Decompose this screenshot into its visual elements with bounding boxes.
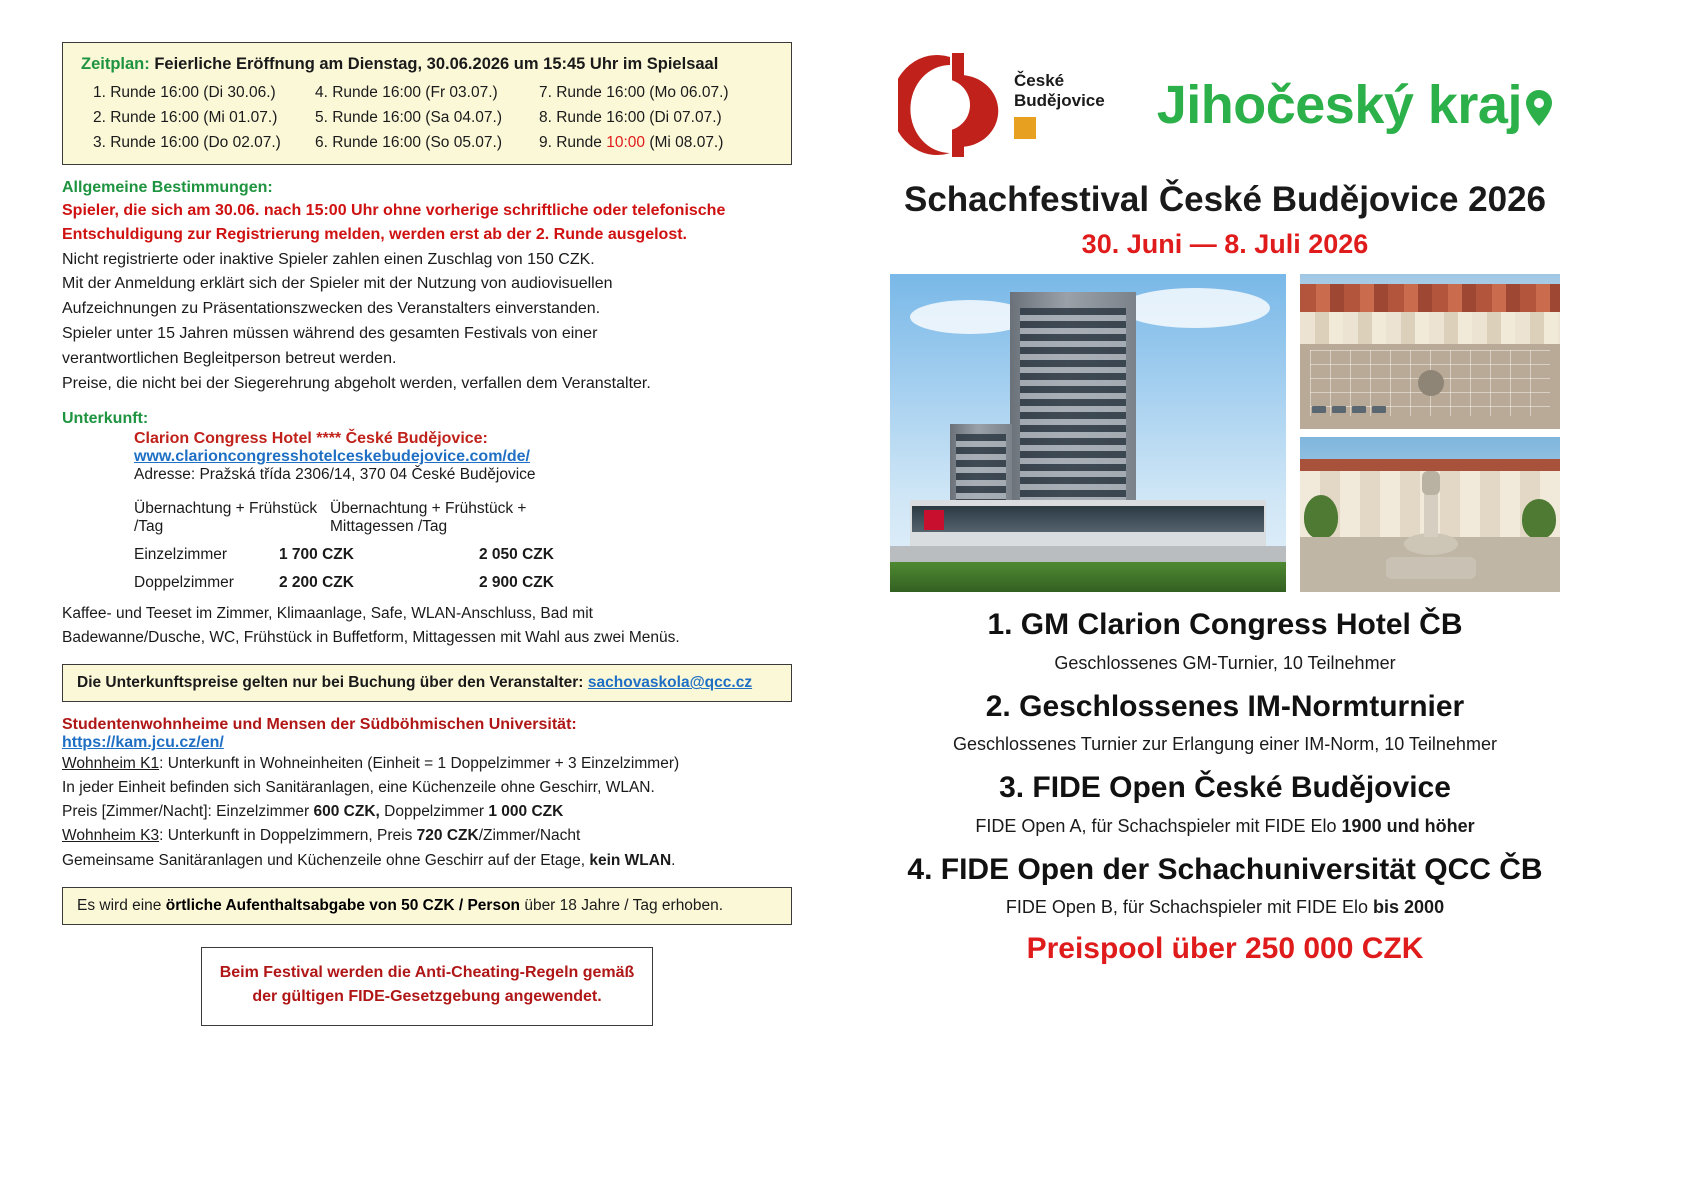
general-line: verantwortlichen Begleitperson betreut werden. — [62, 349, 397, 367]
accommodation-heading: Unterkunft: — [62, 410, 149, 428]
tax-pre: Es wird eine — [77, 896, 166, 914]
anticheating-box — [201, 947, 653, 1027]
k1-price-mid: Doppelzimmer — [379, 803, 489, 821]
tournament-elo-range: 1900 und höher — [1341, 815, 1475, 836]
price-row — [134, 546, 792, 564]
room-price-2: 2 050 CZK — [479, 546, 554, 564]
festival-title: Schachfestival České Budějovice 2026 — [903, 180, 1546, 219]
dorm-k3-line2 — [62, 849, 792, 873]
round-cell — [539, 84, 729, 102]
right-column — [820, 40, 1630, 966]
booking-note-text: Die Unterkunftspreise gelten nur bei Buchung über den Veranstalter: — [77, 674, 584, 692]
general-line: Preise, die nicht bei der Siegerehrung abgeholt werden, verfallen dem Veranstalter. — [62, 374, 651, 392]
dorm-k1-price-line — [62, 800, 792, 824]
jihocesky-kraj-text: Jihočeský kraj — [1156, 75, 1522, 135]
general-line: Aufzeichnungen zu Präsentationszwecken des Veranstalters einverstanden. — [62, 300, 601, 318]
k3-line2-pre: Gemeinsame Sanitäranlagen und Küchenzeile ohne Geschirr auf der Etage, — [62, 851, 590, 869]
k3-price: 720 CZK — [416, 827, 479, 845]
round-cell: 2. Runde 16:00 (Mi 01.07.) — [93, 109, 278, 126]
dorm-k1-line — [62, 752, 792, 776]
room-type: Doppelzimmer — [134, 574, 234, 592]
k3-no-wlan: kein WLAN — [589, 851, 672, 869]
schedule-label: Zeitplan: — [81, 55, 150, 73]
schedule-row — [81, 134, 777, 152]
map-pin-icon — [1526, 90, 1552, 126]
room-price-1: 1 700 CZK — [279, 546, 354, 564]
general-warning-line1: Spieler, die sich am 30.06. nach 15:00 Uhr ohne vorherige schriftliche oder telefonische — [62, 202, 726, 219]
tournament-sub-pre: FIDE Open A, für Schachspieler mit FIDE Elo — [975, 815, 1342, 836]
price-col1-header: Übernachtung + Frühstück /Tag — [134, 500, 318, 536]
town-square-photo — [1300, 274, 1560, 429]
price-col2-header: Übernachtung + Frühstück + Mittagessen /Tag — [330, 500, 527, 536]
cb-logo-line2: Budějovice — [1014, 91, 1105, 110]
festival-dates: 30. Juni — 8. Juli 2026 — [1081, 229, 1369, 259]
tournament-subtitle — [820, 897, 1630, 918]
dorm-k3-label: Wohnheim K3 — [62, 827, 160, 845]
tax-post: über 18 Jahre / Tag erhoben. — [520, 896, 724, 914]
round-cell: 5. Runde 16:00 (Sa 04.07.) — [315, 109, 502, 126]
dorm-k3-line — [62, 824, 792, 848]
general-line: Spieler unter 15 Jahren müssen während des gesamten Festivals von einer — [62, 325, 598, 343]
general-heading: Allgemeine Bestimmungen: — [62, 179, 273, 196]
cb-logo-text — [1014, 71, 1105, 139]
k3-post: /Zimmer/Nacht — [478, 827, 581, 845]
round-date: (Mi 08.07.) — [645, 134, 724, 151]
tournament-title: 4. FIDE Open der Schachuniversität QCC ČB — [907, 852, 1543, 886]
schedule-opening: Feierliche Eröffnung am Dienstag, 30.06.2026 um 15:45 Uhr im Spielsaal — [154, 55, 719, 73]
dorm-k1-line2: In jeder Einheit befinden sich Sanitäranlagen, eine Küchenzeile ohne Geschirr, WLAN. — [62, 779, 655, 797]
hotel-address: Adresse: Pražská třída 2306/14, 370 04 České Budějovice — [134, 466, 536, 484]
general-warning-line2: Entschuldigung zur Registrierung melden, werden erst ab der 2. Runde ausgelost. — [62, 226, 687, 244]
tax-amount: örtliche Aufenthaltsabgabe von 50 CZK / Person — [165, 896, 521, 914]
tournament-title: 1. GM Clarion Congress Hotel ČB — [987, 608, 1463, 641]
tournament-sub-pre: Geschlossenes Turnier zur Erlangung einer IM-Norm, 10 Teilnehmer — [953, 734, 1497, 754]
hotel-amenities-line: Kaffee- und Teeset im Zimmer, Klimaanlage, Safe, WLAN-Anschluss, Bad mit — [62, 605, 593, 623]
tournament-title: 2. Geschlossenes IM-Normturnier — [985, 689, 1465, 723]
room-price-2: 2 900 CZK — [479, 574, 554, 592]
general-line: Mit der Anmeldung erklärt sich der Spieler mit der Nutzung von audiovisuellen — [62, 275, 613, 293]
left-column — [62, 42, 792, 1026]
round-cell: 1. Runde 16:00 (Di 30.06.) — [93, 84, 276, 101]
room-type: Einzelzimmer — [134, 546, 228, 564]
hotel-amenities-line: Badewanne/Dusche, WC, Frühstück in Buffetform, Mittagessen mit Wahl aus zwei Menüs. — [62, 629, 680, 647]
dorms-website-link[interactable]: https://kam.jcu.cz/en/ — [62, 734, 224, 752]
round-cell: 6. Runde 16:00 (So 05.07.) — [315, 134, 502, 151]
tournament-subtitle — [820, 653, 1630, 674]
round-cell: 3. Runde 16:00 (Do 02.07.) — [93, 134, 281, 151]
schedule-box — [62, 42, 792, 165]
round-time-highlight: 10:00 — [606, 134, 646, 151]
schedule-title — [81, 55, 777, 74]
tournament-sub-pre: Geschlossenes GM-Turnier, 10 Teilnehmer — [1054, 652, 1396, 673]
k1-double-price: 1 000 CZK — [488, 803, 564, 821]
k3-line2-post: . — [671, 851, 676, 869]
k1-price-pre: Preis [Zimmer/Nacht]: Einzelzimmer — [62, 803, 314, 821]
schedule-row — [81, 84, 777, 102]
hotel-photo — [890, 274, 1286, 592]
price-table-header — [134, 500, 792, 536]
price-row — [134, 574, 792, 592]
city-tax-box — [62, 887, 792, 925]
hotel-block — [62, 430, 792, 592]
organizer-email-link[interactable]: sachovaskola@qcc.cz — [587, 674, 753, 692]
booking-note-box — [62, 664, 792, 702]
round-cell — [539, 134, 723, 152]
tournament-sub-pre: FIDE Open B, für Schachspieler mit FIDE Elo — [1005, 897, 1374, 917]
k1-single-price: 600 CZK, — [313, 803, 380, 821]
logo-row — [820, 40, 1630, 170]
prize-pool: Preispool über 250 000 CZK — [1026, 932, 1424, 965]
general-line: Nicht registrierte oder inaktive Spieler zahlen einen Zuschlag von 150 CZK. — [62, 250, 595, 268]
fountain-photo — [1300, 437, 1560, 592]
jihocesky-kraj-logo — [1157, 74, 1552, 136]
tournament-title: 3. FIDE Open České Budějovice — [999, 771, 1451, 804]
anticheating-line2: der gültigen FIDE-Gesetzgebung angewendet. — [252, 988, 602, 1006]
tournament-subtitle — [820, 734, 1630, 755]
cb-orange-square-icon — [1014, 117, 1036, 139]
tournament-elo-range: bis 2000 — [1373, 897, 1445, 917]
dorm-k1-text: : Unterkunft in Wohneinheiten (Einheit = 1 Doppelzimmer + 3 Einzelzimmer) — [159, 755, 680, 773]
anticheating-line1: Beim Festival werden die Anti-Cheating-Regeln gemäß — [219, 963, 635, 981]
hotel-website-link[interactable]: www.clarioncongresshotelceskebudejovice.com/de/ — [134, 448, 530, 466]
cb-logo-line1: České — [1014, 70, 1065, 90]
hotel-name: Clarion Congress Hotel **** České Budějovice: — [134, 430, 488, 448]
round-text: 7. Runde 16:00 (Mo 06.07.) — [539, 84, 729, 101]
cb-monogram-icon — [898, 49, 1002, 161]
room-price-1: 2 200 CZK — [279, 574, 354, 592]
tournament-subtitle — [820, 816, 1630, 837]
round-cell: 4. Runde 16:00 (Fr 03.07.) — [315, 84, 498, 101]
schedule-row — [81, 109, 777, 127]
photo-gallery — [820, 274, 1630, 592]
round-text: 8. Runde 16:00 (Di 07.07.) — [539, 109, 722, 126]
round-text: 9. Runde — [539, 134, 607, 151]
ceske-budejovice-logo — [898, 49, 1105, 161]
photo-side-column — [1300, 274, 1560, 592]
dorms-heading: Studentenwohnheime und Mensen der Südböhmischen Universität: — [62, 716, 577, 734]
dorm-k1-label: Wohnheim K1 — [62, 755, 160, 773]
round-cell — [539, 109, 722, 127]
k3-pre: : Unterkunft in Doppelzimmern, Preis — [159, 827, 417, 845]
